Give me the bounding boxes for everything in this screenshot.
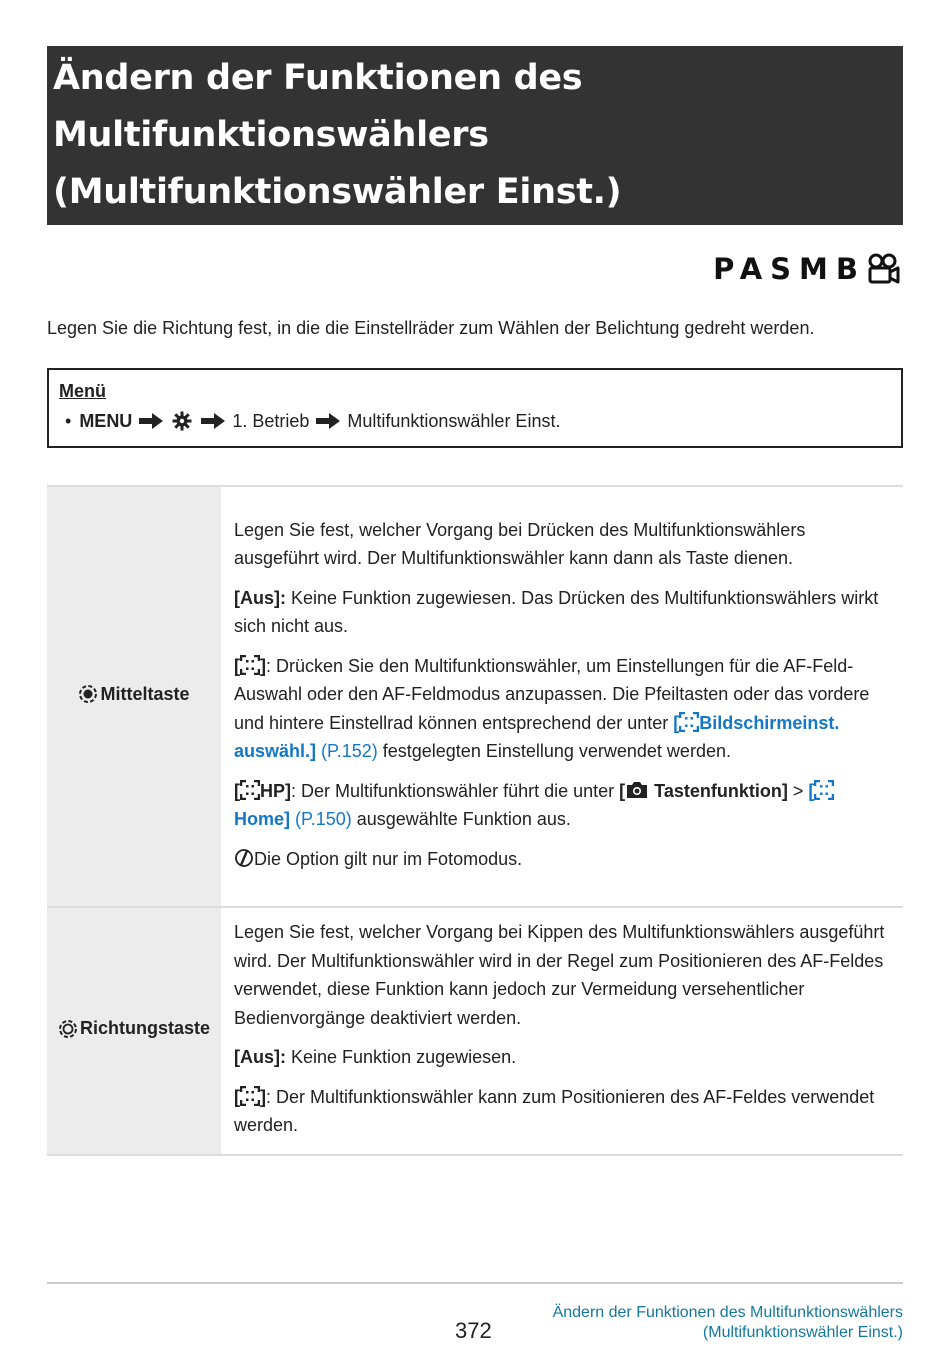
page-number: 372 (455, 1318, 492, 1343)
settings-table (47, 485, 903, 1156)
page-title: Ändern der Funktionen des Multifunktionswählers (Multifunktionswähler Einst.) (53, 58, 622, 212)
af-target-icon (240, 1086, 260, 1106)
note: Die Option gilt nur im Fotomodus. (234, 845, 889, 874)
af-target-icon (679, 712, 699, 732)
movie-camera-icon (866, 253, 900, 285)
shooting-modes (713, 252, 900, 286)
page-ref-150[interactable]: (P.150) (290, 809, 352, 830)
page-ref-152[interactable]: (P.152) (316, 741, 378, 762)
arrow-right-icon (139, 413, 163, 429)
note-icon (234, 848, 254, 868)
option-aus: [Aus]: Keine Funktion zugewiesen. Das Drücken des Multifunktionswählers wirkt sich nicht aus. (234, 587, 879, 637)
af-target-icon (814, 780, 834, 800)
link-bildschirmeinst[interactable]: [ Bildschirmeinst. auswähl.] (234, 712, 840, 762)
row-label: Richtungstaste (79, 1018, 211, 1039)
af-target-icon (240, 780, 260, 800)
gear-icon (172, 411, 192, 431)
footer-divider (47, 1282, 903, 1284)
row-label-cell (47, 907, 221, 1155)
menu-step-1: 1. Betrieb (232, 411, 310, 431)
camera-icon (625, 780, 649, 800)
table-row (47, 907, 903, 1155)
arrow-right-icon (316, 413, 340, 429)
arrow-right-icon (201, 413, 225, 429)
option-af: [ ]: Drücken Sie den Multifunktionswähler, um Einstellungen für die AF-Feld-Auswahl oder den AF-Feldmodus anzupassen. Die Pfeiltasten oder das vordere und hintere Einstellrad können entsprechend der unter [ Bildschirmeinst. auswähl.] (P.152) festgelegten Einstellung verwendet werden. (234, 655, 870, 762)
option-af: [ ]: Der Multifunktionswähler kann zum Positionieren des AF-Feldes verwendet werden. (234, 1086, 875, 1136)
description-text: Legen Sie fest, welcher Vorgang bei Drücken des Multifunktionswählers ausgeführt wird. Der Multifunktionswähler kann dann als Taste dienen. (234, 519, 806, 569)
af-target-icon (240, 655, 260, 675)
option-af-hp: [ HP]: Der Multifunktionswähler führt die unter [ Tastenfunktion] > [Home] (P.150) ausgewählte Funktion aus. (234, 777, 889, 834)
menu-path-box (47, 368, 903, 448)
menu-step-2: Multifunktionswähler Einst. (347, 411, 561, 431)
bullet: • (65, 411, 72, 431)
option-aus: [Aus]: Keine Funktion zugewiesen. (234, 1047, 517, 1068)
description-text: Legen Sie fest, welcher Vorgang bei Kippen des Multifunktionswählers ausgeführt wird. Der Multifunktionswähler wird in der Regel zum Positionieren des AF-Feldes verwendet, diese Funktion kann jedoch zur Vermeidung versehentlicher Bedienvorgänge deaktiviert werden. (234, 922, 885, 1028)
dial-direction-icon (58, 1019, 78, 1039)
row-description (221, 486, 903, 907)
menu-path (59, 408, 891, 434)
row-label: Mitteltaste (100, 683, 190, 704)
mode-letters: PASMB (713, 252, 866, 286)
title-banner (47, 46, 903, 225)
link-home[interactable]: [Home] (234, 781, 834, 830)
menu-root: MENU (79, 411, 133, 431)
section-link[interactable]: Ändern der Funktionen des Multifunktionswählers (Multifunktionswähler Einst.) (552, 1304, 903, 1341)
row-description (221, 907, 903, 1155)
menu-heading: Menü (59, 381, 106, 401)
table-row (47, 486, 903, 907)
row-label-cell (47, 486, 221, 907)
dial-center-icon (78, 684, 98, 704)
intro-text: Legen Sie die Richtung fest, in die die Einstellräder zum Wählen der Belichtung gedreht werden. (47, 318, 815, 338)
